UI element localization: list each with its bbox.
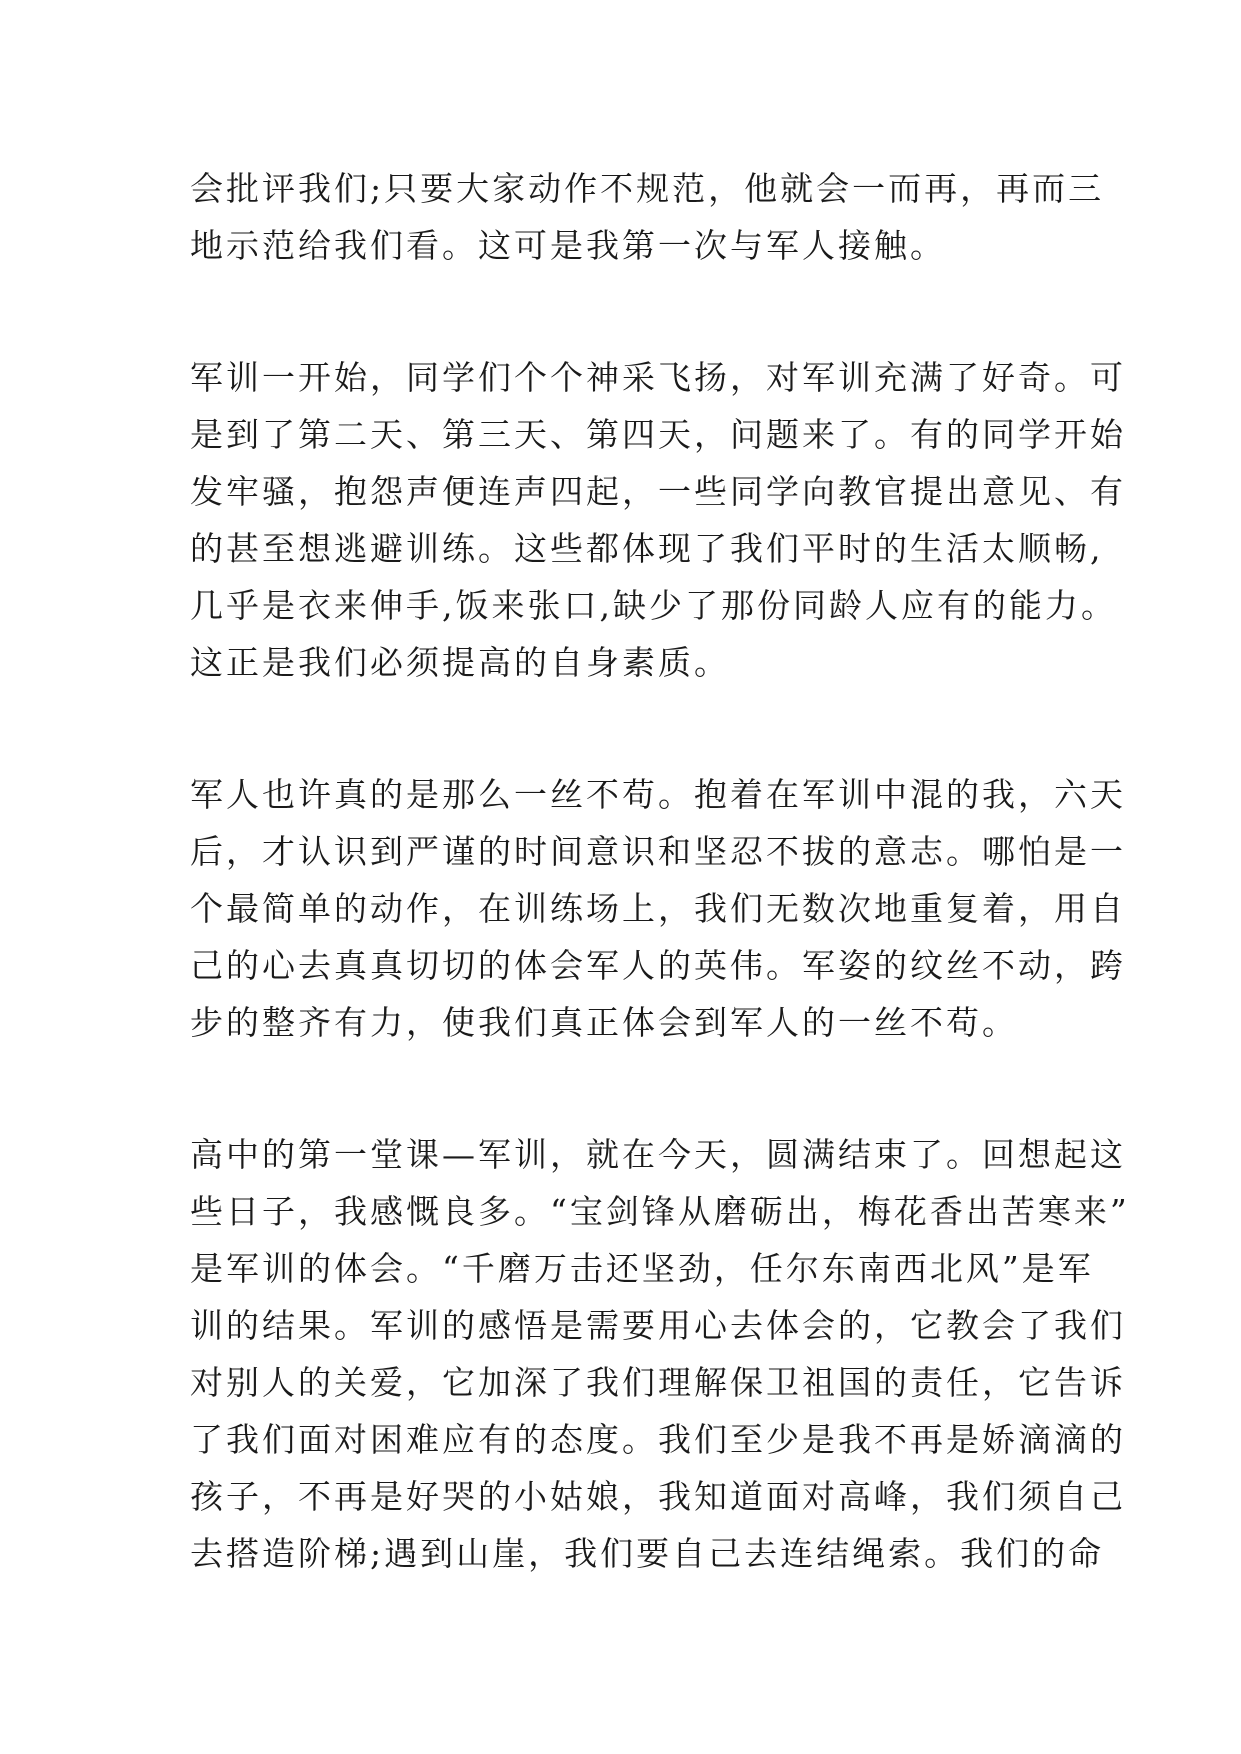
text-line: 军训一开始，同学们个个神采飞扬，对军训充满了好奇。可: [190, 358, 1126, 397]
text-line: 这正是我们必须提高的自身素质。: [190, 643, 730, 682]
text-line: 己的心去真真切切的体会军人的英伟。军姿的纹丝不动，跨: [190, 946, 1126, 985]
text-line: 几乎是衣来伸手,饭来张口,缺少了那份同龄人应有的能力。: [190, 586, 1117, 625]
text-line: 是军训的体会。“千磨万击还坚劲，任尔东南西北风”是军: [190, 1249, 1094, 1288]
paragraph-1: [190, 160, 1105, 274]
text-line: 后，才认识到严谨的时间意识和坚忍不拔的意志。哪怕是一: [190, 832, 1126, 871]
text-line: 是到了第二天、第三天、第四天，问题来了。有的同学开始: [190, 415, 1126, 454]
text-line: 个最简单的动作，在训练场上，我们无数次地重复着，用自: [190, 889, 1126, 928]
text-line: 地示范给我们看。这可是我第一次与军人接触。: [190, 226, 946, 265]
text-line: 对别人的关爱，它加深了我们理解保卫祖国的责任，它告诉: [190, 1363, 1126, 1402]
paragraph-3: [190, 766, 1126, 1051]
text-line: 军人也许真的是那么一丝不苟。抱着在军训中混的我，六天: [190, 775, 1126, 814]
text-line: 了我们面对困难应有的态度。我们至少是我不再是娇滴滴的: [190, 1420, 1126, 1459]
text-line: 些日子，我感慨良多。“宝剑锋从磨砺出，梅花香出苦寒来”: [190, 1192, 1130, 1231]
paragraph-4: [190, 1126, 1130, 1582]
text-line: 发牢骚，抱怨声便连声四起，一些同学向教官提出意见、有: [190, 472, 1126, 511]
text-line: 去搭造阶梯;遇到山崖，我们要自己去连结绳索。我们的命: [190, 1534, 1105, 1573]
text-line: 高中的第一堂课—军训，就在今天，圆满结束了。回想起这: [190, 1135, 1126, 1174]
text-line: 训的结果。军训的感悟是需要用心去体会的，它教会了我们: [190, 1306, 1126, 1345]
paragraph-2: [190, 349, 1126, 691]
text-line: 会批评我们;只要大家动作不规范，他就会一而再，再而三: [190, 169, 1105, 208]
document-body: [190, 160, 1130, 1657]
text-line: 孩子，不再是好哭的小姑娘，我知道面对高峰，我们须自己: [190, 1477, 1126, 1516]
text-line: 的甚至想逃避训练。这些都体现了我们平时的生活太顺畅,: [190, 529, 1104, 568]
text-line: 步的整齐有力，使我们真正体会到军人的一丝不苟。: [190, 1003, 1018, 1042]
